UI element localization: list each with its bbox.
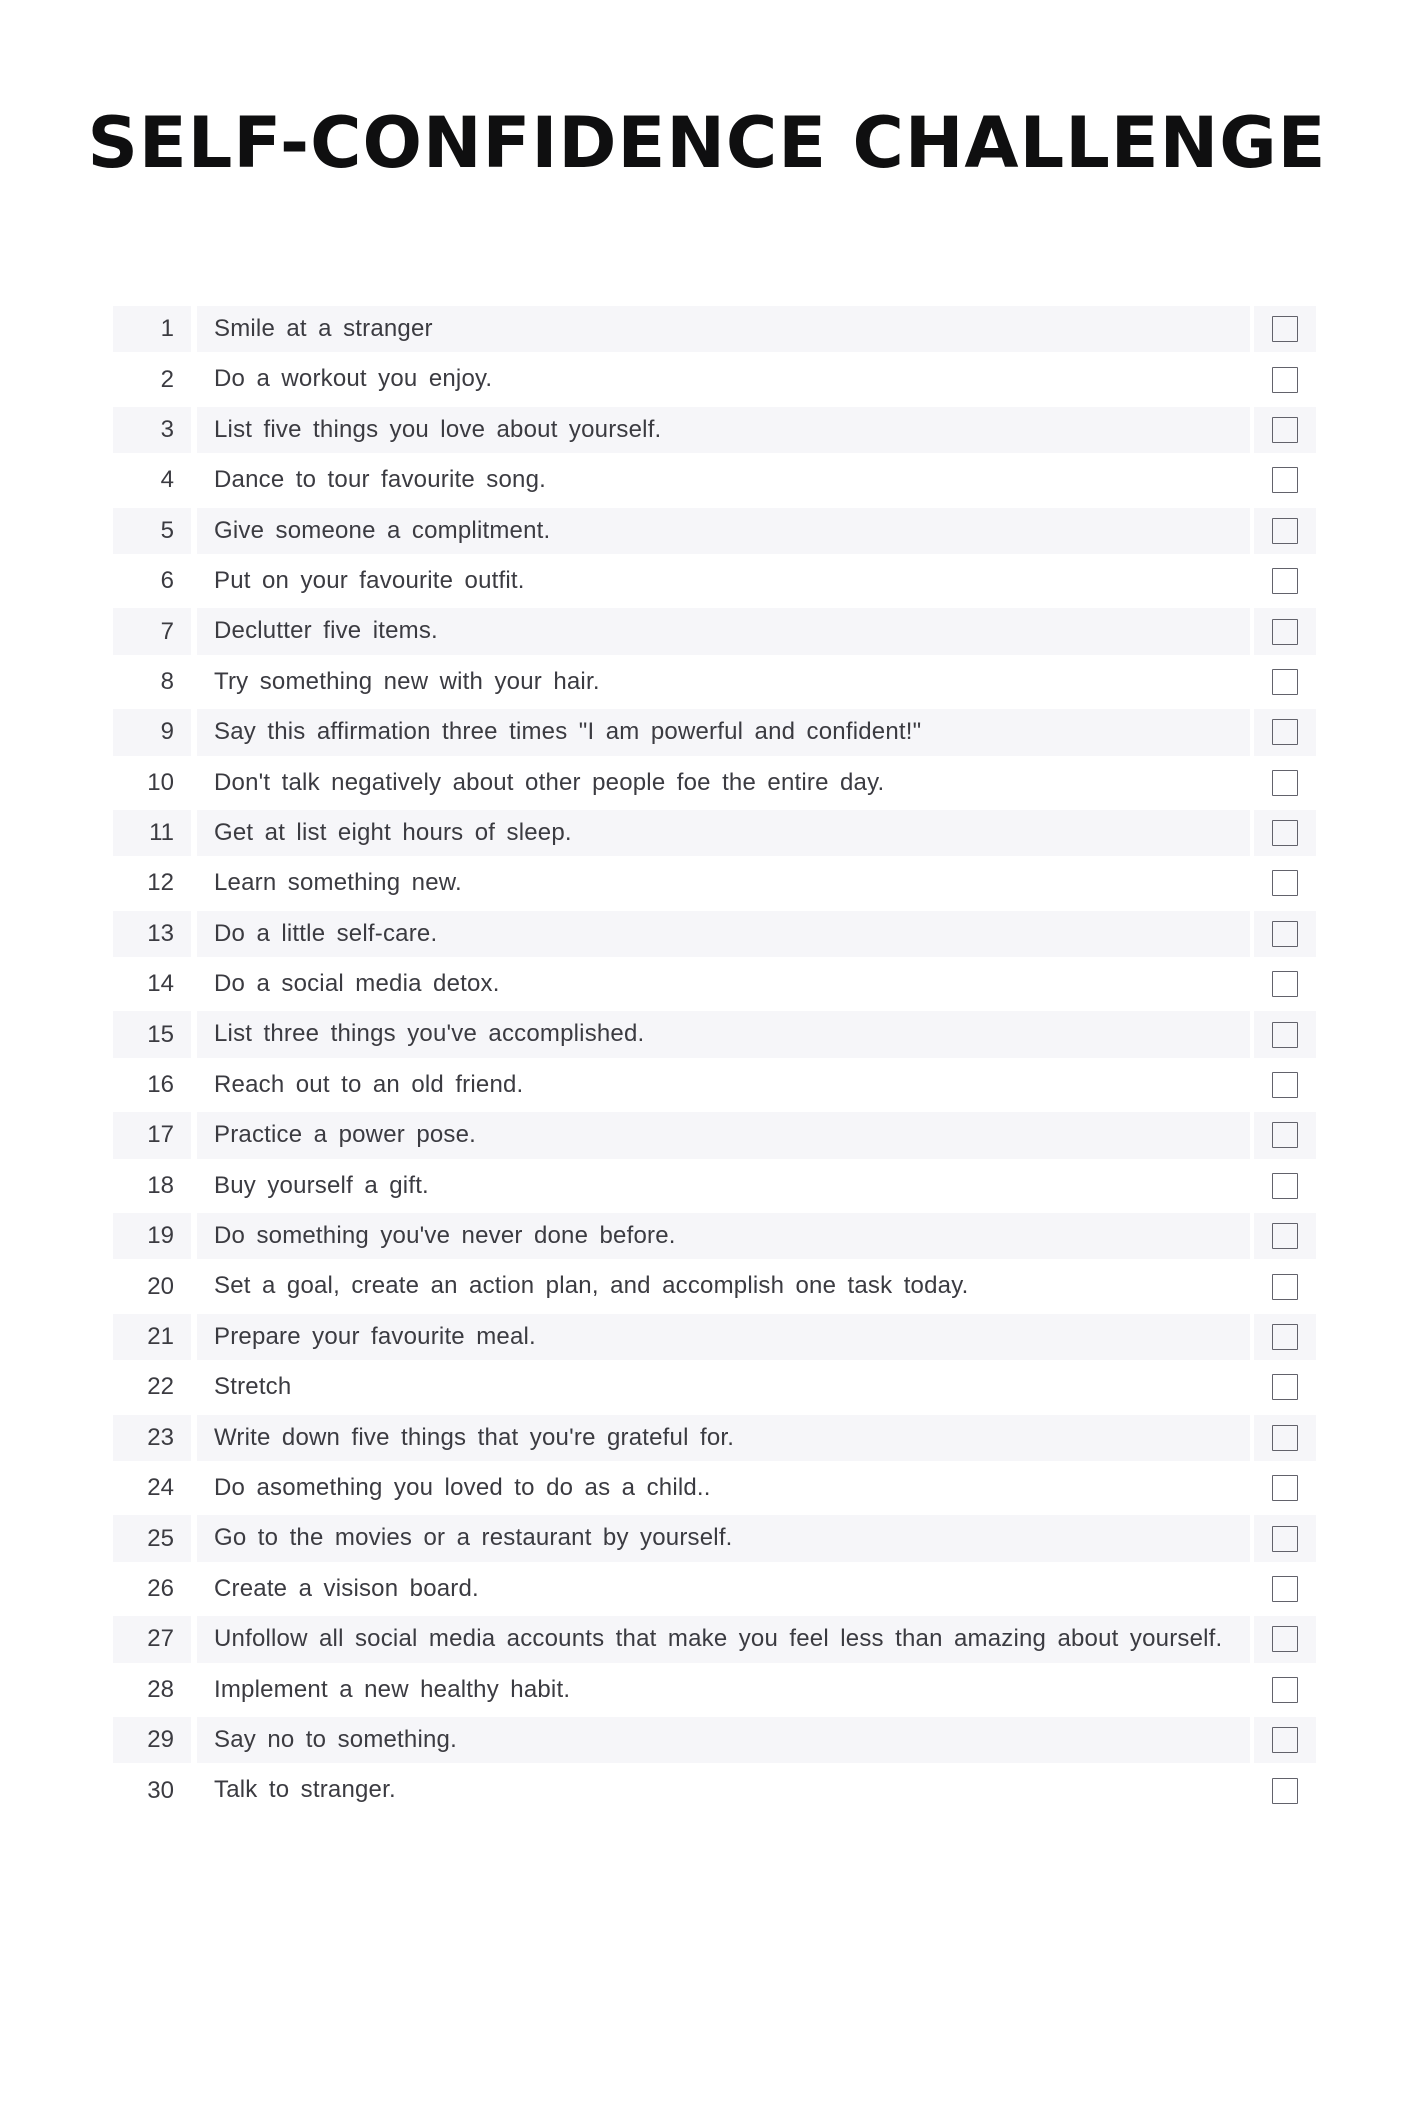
row-number: 23 <box>113 1415 191 1461</box>
row-task-text: Buy yourself a gift. <box>214 1171 429 1199</box>
row-task-text: Stretch <box>214 1373 292 1401</box>
row-number: 20 <box>147 1272 174 1300</box>
checklist-row <box>113 1364 1316 1410</box>
checklist-row <box>113 860 1316 906</box>
task-checkbox[interactable] <box>1272 1374 1298 1400</box>
task-checkbox[interactable] <box>1272 417 1298 443</box>
task-checkbox[interactable] <box>1272 1324 1298 1350</box>
row-number: 3 <box>113 407 191 453</box>
row-task-text: Get at list eight hours of sleep. <box>197 810 1250 856</box>
row-checkbox-cell <box>1254 1314 1316 1360</box>
row-task-text: Give someone a complitment. <box>197 508 1250 554</box>
checklist-row <box>113 407 1316 453</box>
row-task-text: Do a social media detox. <box>214 970 500 998</box>
row-task-text: Practice a power pose. <box>197 1112 1250 1158</box>
row-number: 14 <box>147 970 174 998</box>
checklist-row <box>113 1112 1316 1158</box>
row-checkbox-cell <box>1254 306 1316 352</box>
checklist-row <box>113 356 1316 402</box>
row-number: 19 <box>113 1213 191 1259</box>
row-checkbox-cell <box>1254 659 1316 705</box>
checklist-row <box>113 1213 1316 1259</box>
row-task-text: List three things you've accomplished. <box>197 1011 1250 1057</box>
row-checkbox-cell <box>1254 1515 1316 1561</box>
task-checkbox[interactable] <box>1272 1173 1298 1199</box>
task-checkbox[interactable] <box>1272 1425 1298 1451</box>
row-number: 21 <box>113 1314 191 1360</box>
row-number: 8 <box>160 667 174 695</box>
checklist-row <box>113 1465 1316 1511</box>
row-number: 1 <box>113 306 191 352</box>
row-checkbox-cell <box>1254 1213 1316 1259</box>
task-checkbox[interactable] <box>1272 669 1298 695</box>
checklist-row <box>113 1263 1316 1309</box>
checklist-row <box>113 558 1316 604</box>
row-task-text: Declutter five items. <box>197 608 1250 654</box>
row-checkbox-cell <box>1254 1011 1316 1057</box>
task-checkbox[interactable] <box>1272 770 1298 796</box>
task-checkbox[interactable] <box>1272 568 1298 594</box>
row-number: 28 <box>147 1675 174 1703</box>
checklist-row <box>113 810 1316 856</box>
checklist-row <box>113 911 1316 957</box>
row-checkbox-cell <box>1254 1163 1316 1209</box>
checklist-row <box>113 1062 1316 1108</box>
checklist-row <box>113 1767 1316 1813</box>
task-checkbox[interactable] <box>1272 1778 1298 1804</box>
task-checkbox[interactable] <box>1272 820 1298 846</box>
checklist-row <box>113 608 1316 654</box>
row-checkbox-cell <box>1254 1616 1316 1662</box>
row-task-text: Go to the movies or a restaurant by yourself. <box>197 1515 1250 1561</box>
row-number: 2 <box>160 365 174 393</box>
row-task-text: List five things you love about yourself. <box>197 407 1250 453</box>
row-task-text: Talk to stranger. <box>214 1776 396 1804</box>
task-checkbox[interactable] <box>1272 921 1298 947</box>
row-number: 18 <box>147 1171 174 1199</box>
row-task-text: Do a workout you enjoy. <box>214 365 493 393</box>
row-number: 24 <box>147 1474 174 1502</box>
row-task-text: Do asomething you loved to do as a child.. <box>214 1473 711 1501</box>
row-checkbox-cell <box>1254 709 1316 755</box>
row-number: 27 <box>113 1616 191 1662</box>
row-task-text: Put on your favourite outfit. <box>214 566 525 594</box>
row-checkbox-cell <box>1254 1566 1316 1612</box>
row-task-text: Do something you've never done before. <box>197 1213 1250 1259</box>
row-number: 5 <box>113 508 191 554</box>
row-number: 11 <box>113 810 191 856</box>
row-number: 25 <box>113 1515 191 1561</box>
row-task-text: Don't talk negatively about other people foe the entire day. <box>214 768 885 796</box>
row-task-text: Say this affirmation three times "I am powerful and confident!" <box>197 709 1250 755</box>
task-checkbox[interactable] <box>1272 619 1298 645</box>
task-checkbox[interactable] <box>1272 1122 1298 1148</box>
row-task-text: Say no to something. <box>197 1717 1250 1763</box>
checklist-row <box>113 1616 1316 1662</box>
checklist-row <box>113 709 1316 755</box>
row-checkbox-cell <box>1254 1415 1316 1461</box>
task-checkbox[interactable] <box>1272 870 1298 896</box>
row-checkbox-cell <box>1254 911 1316 957</box>
row-task-text: Implement a new healthy habit. <box>214 1675 571 1703</box>
checklist-row <box>113 1314 1316 1360</box>
checklist-row <box>113 1667 1316 1713</box>
row-number: 7 <box>113 608 191 654</box>
task-checkbox[interactable] <box>1272 1072 1298 1098</box>
task-checkbox[interactable] <box>1272 1576 1298 1602</box>
row-number: 6 <box>160 567 174 595</box>
row-checkbox-cell <box>1254 1062 1316 1108</box>
checklist-row <box>113 659 1316 705</box>
row-checkbox-cell <box>1254 356 1316 402</box>
row-task-text: Learn something new. <box>214 869 462 897</box>
row-task-text: Reach out to an old friend. <box>214 1070 524 1098</box>
task-checkbox[interactable] <box>1272 1223 1298 1249</box>
row-checkbox-cell <box>1254 407 1316 453</box>
row-checkbox-cell <box>1254 508 1316 554</box>
row-checkbox-cell <box>1254 1717 1316 1763</box>
task-checkbox[interactable] <box>1272 316 1298 342</box>
row-checkbox-cell <box>1254 1767 1316 1813</box>
row-number: 10 <box>147 768 174 796</box>
row-number: 26 <box>147 1574 174 1602</box>
checklist-row <box>113 457 1316 503</box>
row-checkbox-cell <box>1254 457 1316 503</box>
row-task-text: Prepare your favourite meal. <box>197 1314 1250 1360</box>
checklist-row <box>113 760 1316 806</box>
row-checkbox-cell <box>1254 760 1316 806</box>
row-task-text: Write down five things that you're grateful for. <box>197 1415 1250 1461</box>
checklist-row <box>113 1011 1316 1057</box>
checklist-row <box>113 1515 1316 1561</box>
row-number: 4 <box>160 466 174 494</box>
row-task-text: Set a goal, create an action plan, and accomplish one task today. <box>214 1272 969 1300</box>
checklist-row <box>113 306 1316 352</box>
task-checkbox[interactable] <box>1272 518 1298 544</box>
row-checkbox-cell <box>1254 608 1316 654</box>
page-title: SELF-CONFIDENCE CHALLENGE <box>87 102 1327 184</box>
task-checkbox[interactable] <box>1272 367 1298 393</box>
row-task-text: Dance to tour favourite song. <box>214 466 546 494</box>
row-number: 22 <box>147 1373 174 1401</box>
row-checkbox-cell <box>1254 1112 1316 1158</box>
row-number: 12 <box>147 869 174 897</box>
row-task-text: Create a visison board. <box>214 1574 479 1602</box>
task-checkbox[interactable] <box>1272 1475 1298 1501</box>
task-checkbox[interactable] <box>1272 971 1298 997</box>
task-checkbox[interactable] <box>1272 1022 1298 1048</box>
checklist-row <box>113 1566 1316 1612</box>
row-checkbox-cell <box>1254 810 1316 856</box>
task-checkbox[interactable] <box>1272 467 1298 493</box>
task-checkbox[interactable] <box>1272 1526 1298 1552</box>
row-checkbox-cell <box>1254 1263 1316 1309</box>
checklist-row <box>113 1415 1316 1461</box>
task-checkbox[interactable] <box>1272 1274 1298 1300</box>
row-task-text: Try something new with your hair. <box>214 667 600 695</box>
checklist-row <box>113 1717 1316 1763</box>
row-checkbox-cell <box>1254 1364 1316 1410</box>
task-checkbox[interactable] <box>1272 1677 1298 1703</box>
checklist-row <box>113 508 1316 554</box>
row-number: 9 <box>113 709 191 755</box>
row-checkbox-cell <box>1254 1667 1316 1713</box>
challenge-checklist <box>113 306 1316 1814</box>
checklist-row <box>113 1163 1316 1209</box>
row-number: 13 <box>113 911 191 957</box>
task-checkbox[interactable] <box>1272 719 1298 745</box>
row-checkbox-cell <box>1254 558 1316 604</box>
row-number: 30 <box>147 1776 174 1804</box>
task-checkbox[interactable] <box>1272 1626 1298 1652</box>
row-task-text: Do a little self-care. <box>197 911 1250 957</box>
row-checkbox-cell <box>1254 1465 1316 1511</box>
row-checkbox-cell <box>1254 860 1316 906</box>
row-number: 15 <box>113 1011 191 1057</box>
row-number: 17 <box>113 1112 191 1158</box>
row-task-text: Unfollow all social media accounts that make you feel less than amazing about yourself. <box>197 1616 1250 1662</box>
row-number: 16 <box>147 1071 174 1099</box>
task-checkbox[interactable] <box>1272 1727 1298 1753</box>
row-task-text: Smile at a stranger <box>197 306 1250 352</box>
checklist-row <box>113 961 1316 1007</box>
row-number: 29 <box>113 1717 191 1763</box>
row-checkbox-cell <box>1254 961 1316 1007</box>
